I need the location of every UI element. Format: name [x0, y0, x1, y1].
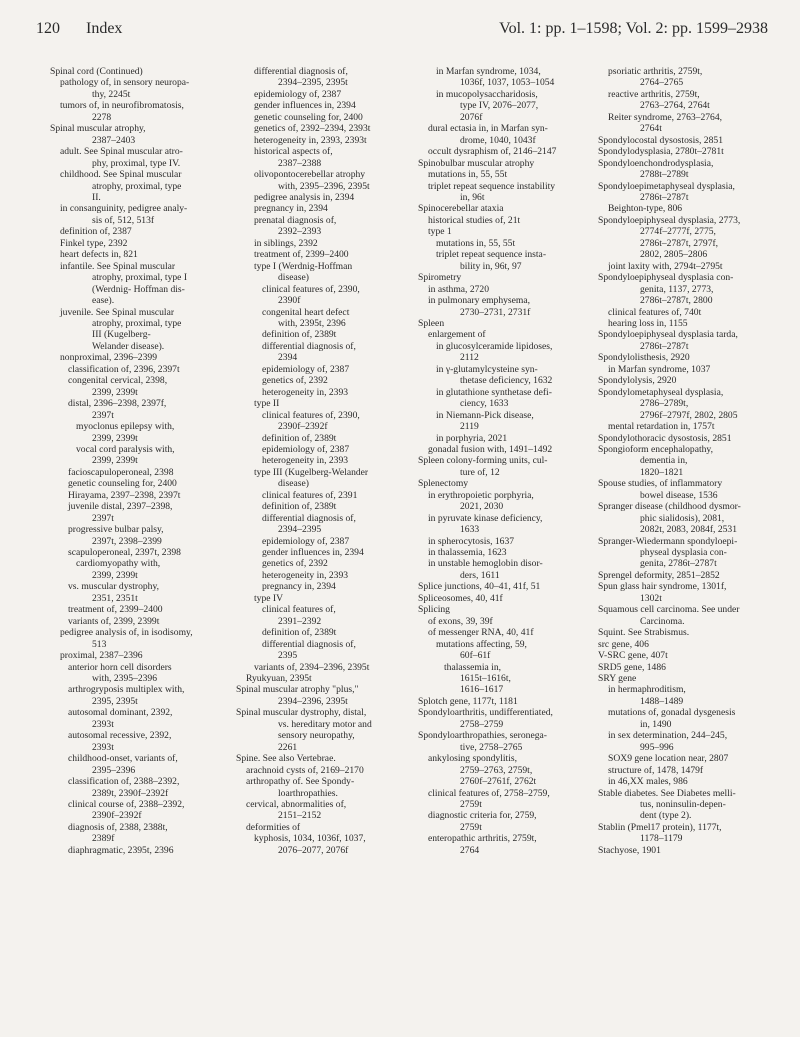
index-subentry: thetase deficiency, 1632 [460, 375, 553, 387]
index-subentry: loarthropathies. [278, 787, 338, 799]
index-subentry: genetics of, 2392 [262, 375, 328, 387]
index-entry: Squamous cell carcinoma. See under [598, 604, 740, 616]
index-subentry: genetics of, 2392–2394, 2393t [254, 123, 371, 135]
page-title: Index [86, 20, 123, 37]
index-subentry: 2397t [92, 409, 114, 421]
index-subentry: 2392–2393 [278, 226, 322, 238]
index-subentry: autosomal recessive, 2392, [68, 730, 172, 742]
index-subentry: 2786t–2787t [640, 340, 689, 352]
index-subentry: of exons, 39, 39f [428, 615, 493, 627]
index-subentry: arachnoid cysts of, 2169–2170 [246, 764, 364, 776]
index-subentry: II. [92, 191, 101, 203]
index-subentry: 1488–1489 [640, 695, 684, 707]
index-entry: Stablin (Pmel17 protein), 1177t, [598, 821, 722, 833]
index-entry: Spleen colony-forming units, cul- [418, 455, 548, 467]
index-subentry: in Marfan syndrome, 1037 [608, 363, 711, 375]
index-subentry: pregnancy in, 2394 [262, 581, 336, 593]
index-subentry: heterogeneity in, 2393, 2393t [254, 134, 367, 146]
index-subentry: variants of, 2399, 2399t [68, 615, 160, 627]
index-subentry: nonproximal, 2396–2399 [60, 352, 157, 364]
index-column-3 [418, 66, 600, 856]
index-subentry: deformities of [246, 821, 301, 833]
index-subentry: in pyruvate kinase deficiency, [428, 512, 543, 524]
index-subentry: epidemiology of, 2387 [254, 88, 342, 100]
index-subentry: gender influences in, 2394 [254, 100, 356, 112]
index-subentry: 2760f–2761f, 2762t [460, 776, 537, 788]
index-subentry: Reiter syndrome, 2763–2764, [608, 111, 723, 123]
index-subentry: in Marfan syndrome, 1034, [436, 66, 541, 77]
index-subentry: 2786–2789t, [640, 398, 689, 410]
index-subentry: 2786t–2787t [640, 191, 689, 203]
index-entry: Spleen [418, 317, 445, 329]
index-subentry: arthropathy of. See Spondy- [246, 776, 355, 788]
index-subentry: enteropathic arthritis, 2759t, [428, 833, 537, 845]
index-subentry: 2394–2395, 2395t [278, 77, 348, 89]
index-subentry: 2764t [640, 123, 662, 135]
index-entry: Spinal cord (Continued) [50, 66, 143, 77]
index-entry: Spondylolysis, 2920 [598, 375, 677, 387]
index-subentry: 2394 [278, 352, 298, 364]
index-subentry: mutations of, gonadal dysgenesis [608, 707, 736, 719]
index-entry: Squint. See Strabismus. [598, 627, 690, 639]
index-subentry: of messenger RNA, 40, 41f [428, 627, 534, 639]
index-subentry: atrophy, proximal, type I [92, 272, 188, 284]
index-subentry: (Werdnig- Hoffman dis- [92, 283, 185, 295]
index-subentry: infantile. See Spinal muscular [60, 260, 176, 272]
index-subentry: clinical features of, 2390, [262, 283, 360, 295]
index-subentry: 2759t [460, 821, 482, 833]
index-subentry: 2119 [460, 421, 479, 433]
index-entry: Spinal muscular atrophy "plus," [236, 684, 359, 696]
index-subentry: definition of, 2389t [262, 329, 337, 341]
index-subentry: cardiomyopathy with, [76, 558, 161, 570]
index-subentry: genetics of, 2392 [262, 558, 328, 570]
index-subentry: 1615t–1616t, [460, 673, 511, 685]
index-subentry: type III (Kugelberg-Welander [254, 466, 369, 478]
index-entry: Spinal muscular atrophy, [50, 123, 146, 135]
index-subentry: genetic counseling for, 2400 [68, 478, 177, 490]
index-subentry: pedigree analysis of, in isodisomy, [60, 627, 193, 639]
index-subentry: treatment of, 2399–2400 [68, 604, 163, 616]
index-subentry: in, 96t [460, 191, 485, 203]
index-entry: Spondylolisthesis, 2920 [598, 352, 690, 364]
index-column-4 [598, 66, 780, 856]
index-subentry: in thalassemia, 1623 [428, 547, 507, 559]
index-entry: Spouse studies, of inflammatory [598, 478, 723, 490]
index-subentry: 2390f–2392f [92, 810, 142, 822]
index-subentry: tive, 2758–2765 [460, 741, 523, 753]
index-subentry: in glucosylceramide lipidoses, [436, 340, 553, 352]
index-subentry: 2397t, 2398–2399 [92, 535, 162, 547]
index-subentry: 1302t [640, 592, 662, 604]
index-subentry: mutations in, 55, 55t [436, 237, 516, 249]
index-subentry: enlargement of [428, 329, 486, 341]
index-subentry: physeal dysplasia con- [640, 547, 727, 559]
index-subentry: 2390f–2392f [278, 421, 328, 433]
index-subentry: 2774f–2777f, 2775, [640, 226, 716, 238]
index-subentry: 2351, 2351t [92, 592, 138, 604]
index-subentry: progressive bulbar palsy, [68, 524, 164, 536]
index-subentry: pedigree analysis in, 2394 [254, 191, 355, 203]
index-subentry: distal, 2396–2398, 2397f, [68, 398, 167, 410]
index-subentry: heart defects in, 821 [60, 249, 138, 261]
index-entry: SRD5 gene, 1486 [598, 661, 666, 673]
index-subentry: 1616–1617 [460, 684, 504, 696]
index-subentry: in 46,XX males, 986 [608, 776, 688, 788]
index-subentry: clinical features of, 2391 [262, 489, 358, 501]
index-subentry: diagnostic criteria for, 2759, [428, 810, 537, 822]
index-subentry: 1178–1179 [640, 833, 683, 845]
index-subentry: dent (type 2). [640, 810, 692, 822]
index-subentry: 2763–2764, 2764t [640, 100, 710, 112]
index-subentry: Carcinoma. [640, 615, 685, 627]
index-subentry: autosomal dominant, 2392, [68, 707, 173, 719]
index-subentry: in hermaphroditism, [608, 684, 686, 696]
index-subentry: cervical, abnormalities of, [246, 799, 347, 810]
index-subentry: vocal cord paralysis with, [76, 443, 175, 455]
index-subentry: 2395 [278, 650, 298, 662]
index-subentry: gender influences in, 2394 [262, 547, 364, 559]
index-subentry: gonadal fusion with, 1491–1492 [428, 443, 553, 455]
index-subentry: adult. See Spinal muscular atro- [60, 146, 183, 158]
index-subentry: vs. hereditary motor and [278, 718, 372, 730]
index-subentry: differential diagnosis of, [262, 340, 356, 352]
index-subentry: congenital heart defect [262, 306, 350, 318]
index-subentry: proximal, 2387–2396 [60, 650, 143, 662]
index-entry: Spondyloepimetaphyseal dysplasia, [598, 180, 735, 192]
index-subentry: dural ectasia in, in Marfan syn- [428, 123, 548, 135]
index-subentry: Beighton-type, 806 [608, 203, 683, 215]
page-number: 120 [36, 20, 60, 37]
index-subentry: juvenile distal, 2397–2398, [68, 501, 173, 513]
index-subentry: ciency, 1633 [460, 398, 509, 410]
index-subentry: anterior horn cell disorders [68, 661, 172, 673]
index-entry: Spondyloepiphyseal dysplasia con- [598, 272, 734, 284]
index-subentry: genita, 2786t–2787t [640, 558, 717, 570]
index-column-2 [236, 66, 418, 856]
index-subentry: mutations affecting, 59, [436, 638, 527, 650]
index-subentry: in spherocytosis, 1637 [428, 535, 515, 547]
index-entry: Stachyose, 1901 [598, 844, 661, 856]
index-subentry: occult dysraphism of, 2146–2147 [428, 146, 557, 158]
index-subentry: definition of, 2389t [262, 501, 337, 513]
index-subentry: disease) [278, 272, 309, 284]
index-subentry: in unstable hemoglobin disor- [428, 558, 543, 570]
index-entry: Stable diabetes. See Diabetes melli- [598, 787, 736, 799]
index-subentry: structure of, 1478, 1479f [608, 764, 704, 776]
index-entry: Spondyloenchondrodysplasia, [598, 157, 714, 169]
index-subentry: 2796f–2797f, 2802, 2805 [640, 409, 738, 421]
index-entry: Spongioform encephalopathy, [598, 443, 714, 455]
index-subentry: 2076–2077, 2076f [278, 844, 349, 856]
index-subentry: 2076f [460, 111, 483, 123]
index-subentry: triplet repeat sequence instability [428, 180, 556, 192]
index-entry: Spranger-Wiedermann spondyloepi- [598, 535, 738, 547]
index-subentry: 2758–2759 [460, 718, 504, 730]
index-subentry: triplet repeat sequence insta- [436, 249, 547, 261]
index-subentry: in glutathione synthetase defi- [436, 386, 552, 398]
index-subentry: pathology of, in sensory neuropa- [60, 77, 190, 89]
index-subentry: 995–996 [640, 741, 674, 753]
index-subentry: 2393t [92, 718, 114, 730]
index-subentry: 2759–2763, 2759t, [460, 764, 533, 776]
index-subentry: 2393t [92, 741, 114, 753]
index-subentry: 2399, 2399t [92, 386, 138, 398]
index-entry: Splice junctions, 40–41, 41f, 51 [418, 581, 541, 593]
index-subentry: ease). [92, 295, 115, 307]
index-subentry: phic sialidosis), 2081, [640, 512, 725, 524]
index-subentry: mental retardation in, 1757t [608, 421, 715, 433]
index-entry: Spinal muscular dystrophy, distal, [236, 707, 367, 719]
index-subentry: 2390f [278, 295, 301, 307]
index-subentry: in erythropoietic porphyria, [428, 489, 534, 501]
index-subentry: historical studies of, 21t [428, 214, 521, 226]
index-subentry: scapuloperoneal, 2397t, 2398 [68, 547, 181, 559]
index-subentry: 1820–1821 [640, 466, 684, 478]
index-subentry: 2387–2403 [92, 134, 136, 146]
index-subentry: congenital cervical, 2398, [68, 375, 168, 387]
index-entry: Spun glass hair syndrome, 1301f, [598, 581, 727, 593]
index-subentry: type 1 [428, 226, 452, 238]
index-subentry: sensory neuropathy, [278, 730, 355, 742]
index-subentry: myoclonus epilepsy with, [76, 421, 175, 433]
index-entry: Splicing [418, 604, 450, 616]
index-subentry: Ryukyuan, 2395t [246, 673, 312, 685]
index-subentry: ture of, 12 [460, 466, 500, 478]
index-subentry: mutations in, 55, 55t [428, 169, 508, 181]
index-subentry: in siblings, 2392 [254, 237, 318, 249]
index-subentry: pregnancy in, 2394 [254, 203, 328, 215]
index-subentry: in mucopolysaccharidosis, [436, 88, 538, 100]
index-subentry: olivopontocerebellar atrophy [254, 169, 366, 181]
index-entry: Spondyloarthritis, undifferentiated, [418, 707, 553, 719]
index-subentry: genita, 1137, 2773, [640, 283, 714, 295]
index-subentry: facioscapuloperoneal, 2398 [68, 466, 174, 478]
index-subentry: 2399, 2399t [92, 432, 138, 444]
index-subentry: Welander disease). [92, 340, 165, 352]
index-subentry: kyphosis, 1034, 1036f, 1037, [254, 833, 366, 845]
index-entry: Spondyloepiphyseal dysplasia tarda, [598, 329, 738, 341]
index-subentry: with, 2395–2396 [92, 673, 158, 685]
index-entry: Spondyloepiphyseal dysplasia, 2773, [598, 214, 741, 226]
index-subentry: ders, 1611 [460, 569, 500, 581]
index-subentry: classification of, 2396, 2397t [68, 363, 180, 375]
index-subentry: treatment of, 2399–2400 [254, 249, 349, 261]
index-subentry: 2389t, 2390f–2392f [92, 787, 169, 799]
index-entry: Splotch gene, 1177t, 1181 [418, 695, 518, 707]
index-subentry: in, 1490 [640, 718, 672, 730]
index-subentry: atrophy, proximal, type [92, 180, 182, 192]
index-subentry: in sex determination, 244–245, [608, 730, 728, 742]
index-subentry: 2397t [92, 512, 114, 524]
index-subentry: diagnosis of, 2388, 2388t, [68, 821, 168, 833]
index-subentry: juvenile. See Spinal muscular [60, 306, 175, 318]
index-subentry: psoriatic arthritis, 2759t, [608, 66, 703, 77]
index-subentry: thalassemia in, [444, 661, 502, 673]
index-subentry: 513 [92, 638, 107, 650]
index-subentry: atrophy, proximal, type [92, 317, 182, 329]
index-subentry: 2151–2152 [278, 810, 322, 822]
index-subentry: bility in, 96t, 97 [460, 260, 522, 272]
index-subentry: 2112 [460, 352, 479, 364]
index-subentry: dementia in, [640, 455, 688, 467]
index-subentry: 2786t–2787t, 2797f, [640, 237, 719, 249]
index-subentry: Hirayama, 2397–2398, 2397t [68, 489, 181, 501]
index-entry: Spondylocostal dysostosis, 2851 [598, 134, 723, 146]
index-subentry: clinical features of, 740t [608, 306, 702, 318]
index-subentry: definition of, 2389t [262, 432, 337, 444]
index-subentry: in γ-glutamylcysteine syn- [436, 363, 538, 375]
index-subentry: type IV [254, 592, 284, 604]
index-subentry: childhood-onset, variants of, [68, 753, 178, 765]
index-entry: src gene, 406 [598, 638, 649, 650]
index-subentry: III (Kugelberg- [92, 329, 151, 341]
index-subentry: in consanguinity, pedigree analy- [60, 203, 188, 215]
index-subentry: thy, 2245t [92, 88, 131, 100]
index-subentry: Finkel type, 2392 [60, 237, 128, 249]
index-subentry: 2278 [92, 111, 112, 123]
index-subentry: 2394–2395 [278, 524, 322, 536]
index-subentry: with, 2395–2396, 2395t [278, 180, 370, 192]
index-subentry: heterogeneity in, 2393 [262, 455, 349, 467]
index-subentry: 2802, 2805–2806 [640, 249, 708, 261]
index-subentry: clinical course of, 2388–2392, [68, 799, 185, 810]
index-subentry: arthrogryposis multiplex with, [68, 684, 185, 696]
index-subentry: diaphragmatic, 2395t, 2396 [68, 844, 174, 856]
index-entry: Splenectomy [418, 478, 469, 490]
index-subentry: tumors of, in neurofibromatosis, [60, 100, 184, 112]
index-entry: Spondylothoracic dysostosis, 2851 [598, 432, 732, 444]
index-subentry: 2391–2392 [278, 615, 322, 627]
index-subentry: 2082t, 2083, 2084f, 2531 [640, 524, 738, 536]
index-subentry: reactive arthritis, 2759t, [608, 88, 700, 100]
index-subentry: heterogeneity in, 2393 [262, 569, 349, 581]
index-subentry: 2261 [278, 741, 298, 753]
index-subentry: with, 2395t, 2396 [278, 317, 346, 329]
index-subentry: type IV, 2076–2077, [460, 100, 539, 112]
index-subentry: type I (Werdnig-Hoffman [254, 260, 353, 272]
index-entry: Sprengel deformity, 2851–2852 [598, 569, 720, 581]
index-subentry: definition of, 2389t [262, 627, 337, 639]
index-entry: Spondyloarthropathies, seronega- [418, 730, 547, 742]
index-subentry: vs. muscular dystrophy, [68, 581, 160, 593]
index-subentry: clinical features of, [262, 604, 336, 616]
index-subentry: bowel disease, 1536 [640, 489, 718, 501]
index-subentry: disease) [278, 478, 309, 490]
index-subentry: 2786t–2787t, 2800 [640, 295, 713, 307]
index-subentry: ankylosing spondylitis, [428, 753, 518, 765]
index-subentry: clinical features of, 2390, [262, 409, 360, 421]
page-header [0, 0, 800, 48]
index-subentry: clinical features of, 2758–2759, [428, 787, 550, 799]
index-subentry: 2387–2388 [278, 157, 322, 169]
index-subentry: differential diagnosis of, [254, 66, 348, 77]
index-subentry: 2759t [460, 799, 482, 810]
index-subentry: 1036f, 1037, 1053–1054 [460, 77, 555, 89]
index-column-1 [50, 66, 232, 856]
index-subentry: historical aspects of, [254, 146, 333, 158]
index-subentry: definition of, 2387 [60, 226, 132, 238]
index-subentry: heterogeneity in, 2393 [262, 386, 349, 398]
index-subentry: genetic counseling for, 2400 [254, 111, 363, 123]
index-subentry: 2395, 2395t [92, 695, 138, 707]
index-subentry: epidemiology of, 2387 [262, 363, 350, 375]
index-subentry: tus, noninsulin-depen- [640, 799, 726, 810]
index-subentry: differential diagnosis of, [262, 512, 356, 524]
index-entry: Spliceosomes, 40, 41f [418, 592, 503, 604]
index-subentry: SOX9 gene location near, 2807 [608, 753, 729, 765]
index-subentry: classification of, 2388–2392, [68, 776, 180, 788]
index-subentry: differential diagnosis of, [262, 638, 356, 650]
index-subentry: epidemiology of, 2387 [262, 535, 350, 547]
index-entry: Spirometry [418, 272, 462, 284]
index-subentry: in asthma, 2720 [428, 283, 490, 295]
index-subentry: 2764–2765 [640, 77, 684, 89]
index-subentry: childhood. See Spinal muscular [60, 169, 182, 181]
index-subentry: joint laxity with, 2794t–2795t [608, 260, 723, 272]
index-entry: Spine. See also Vertebrae. [236, 753, 336, 765]
index-entry: SRY gene [598, 673, 637, 685]
index-subentry: 2394–2396, 2395t [278, 695, 348, 707]
index-entry: Spondylometaphyseal dysplasia, [598, 386, 724, 398]
index-entry: V-SRC gene, 407t [598, 650, 668, 662]
index-subentry: hearing loss in, 1155 [608, 317, 688, 329]
index-subentry: in Niemann-Pick disease, [436, 409, 534, 421]
index-entry: Spondylodysplasia, 2780t–2781t [598, 146, 724, 158]
index-subentry: 2021, 2030 [460, 501, 504, 513]
index-subentry: type II [254, 398, 280, 410]
index-subentry: epidemiology of, 2387 [262, 443, 350, 455]
index-subentry: variants of, 2394–2396, 2395t [254, 661, 370, 673]
index-subentry: 1633 [460, 524, 480, 536]
index-subentry: phy, proximal, type IV. [92, 157, 181, 169]
index-subentry: 2730–2731, 2731f [460, 306, 531, 318]
index-subentry: sis of, 512, 513f [92, 214, 155, 226]
index-entry: Spinocerebellar ataxia [418, 203, 504, 215]
volume-range: Vol. 1: pp. 1–1598; Vol. 2: pp. 1599–2938 [499, 20, 768, 37]
index-subentry: 2399, 2399t [92, 569, 138, 581]
index-subentry: 2389f [92, 833, 115, 845]
index-subentry: drome, 1040, 1043f [460, 134, 536, 146]
index-subentry: 2788t–2789t [640, 169, 689, 181]
index-entry: Spranger disease (childhood dysmor- [598, 501, 741, 513]
index-subentry: in porphyria, 2021 [436, 432, 508, 444]
index-subentry: 60f–61f [460, 650, 491, 662]
index-subentry: prenatal diagnosis of, [254, 214, 337, 226]
index-entry: Spinobulbar muscular atrophy [418, 157, 535, 169]
index-subentry: 2764 [460, 844, 480, 856]
index-subentry: 2395–2396 [92, 764, 136, 776]
index-subentry: 2399, 2399t [92, 455, 138, 467]
index-subentry: in pulmonary emphysema, [428, 295, 531, 307]
